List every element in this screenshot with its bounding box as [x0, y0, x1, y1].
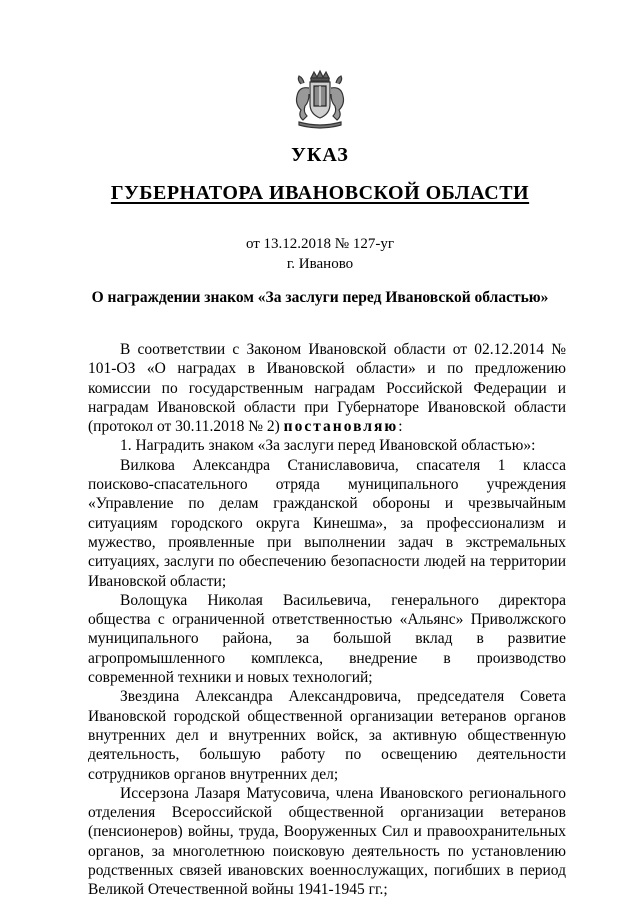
awardee-paragraph: Волощука Николая Васильевича, генерального директора общества с ограниченной ответственностью «Альянс» Приволжского муниципального района, за большой вклад в развитие агропромышленного комплекса, внедрение в производство современной техники и новых технологий; — [88, 591, 566, 687]
awardee-paragraph: Звездина Александра Александровича, председателя Совета Ивановской городской общественной организации ветеранов органов внутренних дел и внутренних войск, за активную общественную деятельность, большую работу по освещению деятельности сотрудников органов внутренних дел; — [88, 688, 566, 783]
awardee-paragraph: Вилкова Александра Станиславовича, спасателя 1 класса поисково-спасательного отряда муниципального учреждения «Управление по делам гражданской обороны и чрезвычайным ситуациям городского округа Кинешма», за профессионализм и мужество, проявленные при выполнении задач в экстремальных ситуациях, заслуги по обеспечению безопасности людей на территории Ивановской области; — [88, 456, 566, 590]
item-1-paragraph: 1. Наградить знаком «За заслуги перед Ивановской областью»: — [120, 437, 536, 455]
preamble-paragraph — [88, 340, 566, 436]
issuer-title — [0, 182, 640, 205]
decree-keyword: постановляю — [283, 418, 399, 436]
coat-of-arms-emblem — [289, 68, 351, 130]
issuer-title-text: ГУБЕРНАТОРА ИВАНОВСКОЙ ОБЛАСТИ — [110, 182, 530, 204]
decree-colon: : — [398, 418, 403, 436]
awardee-paragraph: Иссерзона Лазаря Матусовича, члена Ивановского регионального отделения Всероссийской общественной организации ветеранов (пенсионеров) войны, труда, Вооруженных Сил и правоохранительных органов, за многолетнюю поисковую деятельность по установлению родственных связей ивановских военнослужащих, погибших в период Великой Отечественной войны 1941-1945 гг.; — [88, 784, 566, 899]
preamble-text: В соответствии с Законом Ивановской области от 02.12.2014 № 101-ОЗ «О наградах в Ивановской области» и по предложению комиссии по государственным наградам Российской Федерации и наградам Ивановской области при Губернаторе Ивановской области (протокол от 30.11.2018 № 2) — [88, 341, 566, 436]
decree-subject: О награждении знаком «За заслуги перед Ивановской областью» — [91, 289, 549, 306]
document-type-title: УКАЗ — [291, 144, 349, 166]
decree-date-number: от 13.12.2018 № 127-уг — [245, 236, 395, 252]
decree-city: г. Иваново — [286, 256, 354, 272]
decree-body — [88, 340, 566, 900]
